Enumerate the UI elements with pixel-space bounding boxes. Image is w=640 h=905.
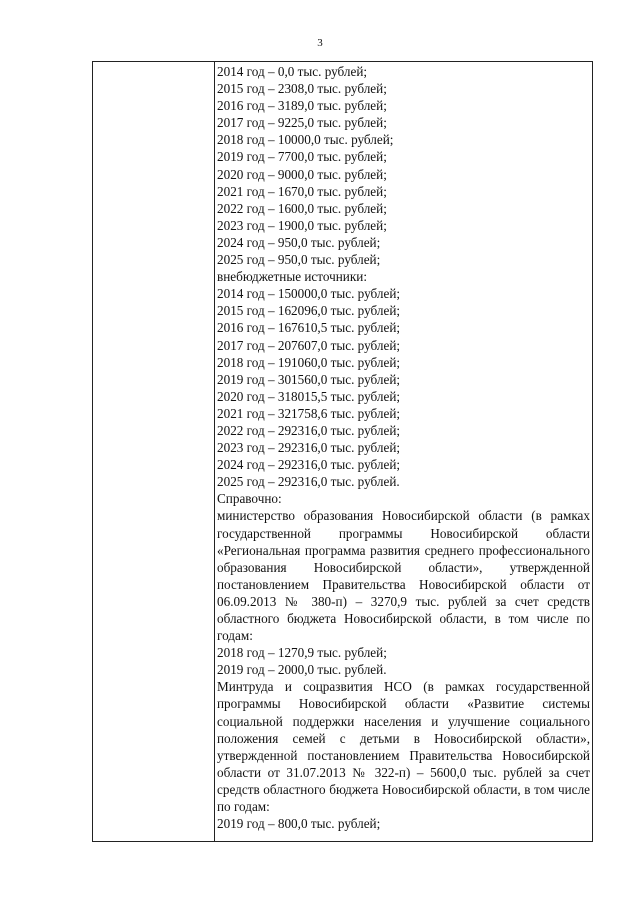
reference-heading: Справочно: xyxy=(217,491,282,507)
ministry-education-year-line: 2018 год – 1270,9 тыс. рублей; xyxy=(217,645,387,661)
extrabudget-line: 2019 год – 301560,0 тыс. рублей; xyxy=(217,371,401,387)
extrabudget-line: 2023 год – 292316,0 тыс. рублей; xyxy=(217,440,401,456)
budget-line: 2017 год – 9225,0 тыс. рублей; xyxy=(217,115,387,131)
extrabudget-line: 2017 год – 207607,0 тыс. рублей; xyxy=(217,337,401,353)
funding-cell xyxy=(217,63,590,832)
extrabudget-line: 2022 год – 292316,0 тыс. рублей; xyxy=(217,422,401,438)
budget-line: 2016 год – 3189,0 тыс. рублей; xyxy=(217,98,387,114)
extrabudget-line: 2020 год – 318015,5 тыс. рублей; xyxy=(217,388,401,404)
document-table xyxy=(92,61,593,842)
budget-line: 2022 год – 1600,0 тыс. рублей; xyxy=(217,200,387,216)
budget-line: 2020 год – 9000,0 тыс. рублей; xyxy=(217,166,387,182)
extrabudget-list xyxy=(217,285,590,490)
budget-line: 2025 год – 950,0 тыс. рублей; xyxy=(217,252,381,268)
ministry-education-year-line: 2019 год – 2000,0 тыс. рублей. xyxy=(217,662,387,678)
budget-line: 2014 год – 0,0 тыс. рублей; xyxy=(217,64,368,79)
extrabudget-line: 2014 год – 150000,0 тыс. рублей; xyxy=(217,286,401,302)
extrabudget-line: 2021 год – 321758,6 тыс. рублей; xyxy=(217,405,401,421)
column-divider xyxy=(214,62,215,841)
extrabudget-line: 2024 год – 292316,0 тыс. рублей; xyxy=(217,457,401,473)
ministry-labor-paragraph: Минтруда и соцразвития НСО (в рамках государственной программы Новосибирской области «Развитие системы социальной поддержки населения и улучшение социального положения семей с детьми в Новосибирской области», утвержденной постановлением Правительства Новосибирской области от 31.07.2013 № 322-п) – 5600,0 тыс. рублей за счет средств областного бюджета Новосибирской области, в том числе по годам: xyxy=(217,679,590,815)
budget-line: 2015 год – 2308,0 тыс. рублей; xyxy=(217,81,387,97)
ministry-education-paragraph: министерство образования Новосибирской области (в рамках государственной программы Новосибирской области «Региональная программа развития среднего профессионального образования Новосибирской области», утвержденной постановлением Правительства Новосибирской области от 06.09.2013 № 380-п) – 3270,9 тыс. рублей за счет средств областного бюджета Новосибирской области, в том числе по годам: xyxy=(217,508,590,644)
budget-line: 2021 год – 1670,0 тыс. рублей; xyxy=(217,183,387,199)
page-number: 3 xyxy=(317,37,323,49)
extrabudget-line: 2018 год – 191060,0 тыс. рублей; xyxy=(217,354,401,370)
extrabudget-heading: внебюджетные источники: xyxy=(217,269,367,285)
budget-line: 2019 год – 7700,0 тыс. рублей; xyxy=(217,149,387,165)
extrabudget-line: 2025 год – 292316,0 тыс. рублей. xyxy=(217,474,400,490)
ministry-labor-year-line: 2019 год – 800,0 тыс. рублей; xyxy=(217,816,381,832)
budget-line: 2024 год – 950,0 тыс. рублей; xyxy=(217,234,381,250)
extrabudget-line: 2015 год – 162096,0 тыс. рублей; xyxy=(217,303,401,319)
budget-line: 2018 год – 10000,0 тыс. рублей; xyxy=(217,132,394,148)
budget-list xyxy=(217,63,590,268)
extrabudget-line: 2016 год – 167610,5 тыс. рублей; xyxy=(217,320,401,336)
budget-line: 2023 год – 1900,0 тыс. рублей; xyxy=(217,217,387,233)
